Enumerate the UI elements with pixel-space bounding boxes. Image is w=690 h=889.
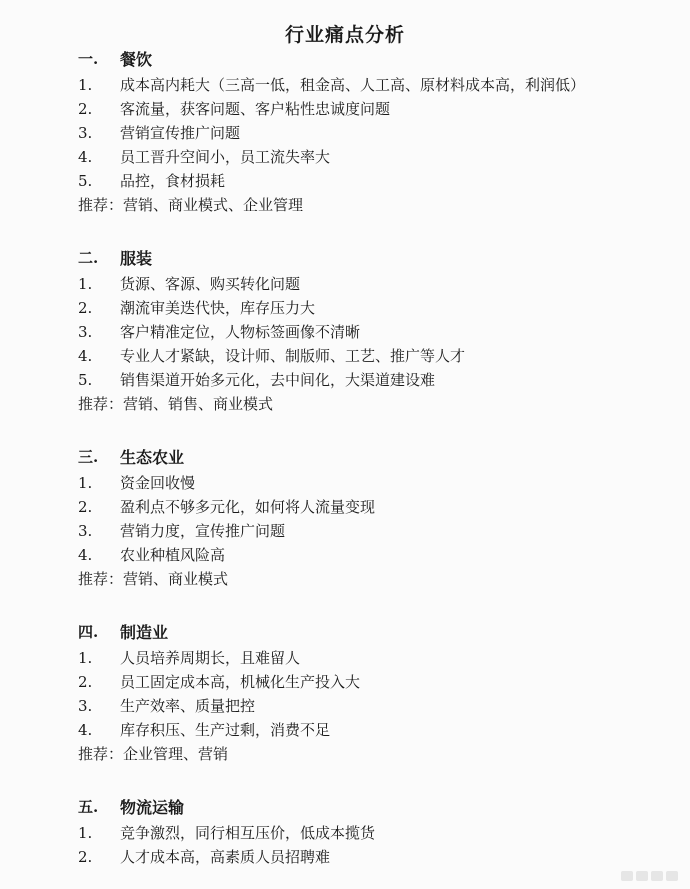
list-item [78, 73, 668, 97]
section-logistics [78, 796, 668, 869]
list-item [78, 145, 668, 169]
watermark-mark [636, 871, 648, 881]
item-number: 2. [78, 100, 93, 118]
watermark-mark [666, 871, 678, 881]
item-number: 4. [78, 546, 93, 564]
item-text: 员工固定成本高，机械化生产投入大 [120, 673, 361, 691]
list-item [78, 694, 668, 718]
item-text: 货源、客源、购买转化问题 [120, 275, 301, 293]
list-item [78, 718, 668, 742]
item-number: 4. [78, 148, 93, 166]
item-number: 1. [78, 649, 93, 667]
recommendation: 推荐：营销、商业模式 [78, 570, 229, 588]
section-manufacturing [78, 621, 668, 766]
item-number: 3. [78, 323, 93, 341]
section-apparel [78, 247, 668, 416]
item-text: 人员培养周期长，且难留人 [120, 649, 301, 667]
section-heading [78, 621, 668, 644]
section-name: 制造业 [120, 623, 169, 642]
recommendation: 推荐：企业管理、营销 [78, 745, 229, 763]
item-text: 专业人才紧缺，设计师、制版师、工艺、推广等人才 [120, 347, 466, 365]
item-number: 3. [78, 124, 93, 142]
item-text: 生产效率、质量把控 [120, 697, 256, 715]
list-item [78, 519, 668, 543]
item-text: 人才成本高，高素质人员招聘难 [120, 848, 331, 866]
list-item [78, 296, 668, 320]
item-text: 盈利点不够多元化，如何将人流量变现 [120, 498, 376, 516]
watermark [621, 871, 678, 881]
recommendation: 推荐：营销、销售、商业模式 [78, 395, 274, 413]
item-number: 3. [78, 697, 93, 715]
section-heading [78, 48, 668, 71]
item-number: 2. [78, 498, 93, 516]
item-number: 2. [78, 848, 93, 866]
watermark-mark [651, 871, 663, 881]
sections-container [78, 48, 668, 869]
item-text: 库存积压、生产过剩，消费不足 [120, 721, 331, 739]
item-text: 销售渠道开始多元化，去中间化，大渠道建设难 [120, 371, 436, 389]
section-number: 一. [78, 50, 99, 68]
list-item [78, 646, 668, 670]
list-item [78, 97, 668, 121]
item-text: 员工晋升空间小，员工流失率大 [120, 148, 331, 166]
section-name: 餐饮 [120, 50, 153, 69]
list-item [78, 272, 668, 296]
section-number: 二. [78, 249, 99, 267]
section-name: 服装 [120, 249, 153, 268]
list-item [78, 543, 668, 567]
section-heading [78, 446, 668, 469]
item-text: 客流量，获客问题、客户粘性忠诚度问题 [120, 100, 391, 118]
list-item [78, 121, 668, 145]
list-item [78, 821, 668, 845]
watermark-mark [621, 871, 633, 881]
section-heading [78, 796, 668, 819]
item-number: 1. [78, 824, 93, 842]
section-number: 四. [78, 623, 99, 641]
page-title: 行业痛点分析 [284, 24, 405, 46]
section-heading [78, 247, 668, 270]
item-text: 农业种植风险高 [120, 546, 226, 564]
item-number: 3. [78, 522, 93, 540]
list-item [78, 471, 668, 495]
item-number: 5. [78, 172, 93, 190]
section-eco-agriculture [78, 446, 668, 591]
list-item [78, 368, 668, 392]
item-number: 1. [78, 76, 93, 94]
section-catering [78, 48, 668, 217]
list-item [78, 320, 668, 344]
item-text: 客户精准定位，人物标签画像不清晰 [120, 323, 361, 341]
item-number: 1. [78, 474, 93, 492]
item-text: 竞争激烈，同行相互压价，低成本揽货 [120, 824, 376, 842]
item-text: 营销宣传推广问题 [120, 124, 241, 142]
section-name: 物流运输 [120, 798, 185, 817]
list-item [78, 495, 668, 519]
list-item [78, 845, 668, 869]
item-number: 4. [78, 721, 93, 739]
section-number: 五. [78, 798, 99, 816]
item-number: 1. [78, 275, 93, 293]
item-text: 成本高内耗大（三高一低，租金高、人工高、原材料成本高，利润低） [120, 76, 586, 94]
list-item [78, 670, 668, 694]
item-number: 4. [78, 347, 93, 365]
item-number: 5. [78, 371, 93, 389]
section-name: 生态农业 [120, 448, 185, 467]
item-text: 资金回收慢 [120, 474, 196, 492]
item-text: 潮流审美迭代快，库存压力大 [120, 299, 316, 317]
list-item [78, 344, 668, 368]
section-number: 三. [78, 448, 99, 466]
item-text: 营销力度，宣传推广问题 [120, 522, 286, 540]
list-item [78, 169, 668, 193]
item-number: 2. [78, 673, 93, 691]
item-text: 品控，食材损耗 [120, 172, 226, 190]
item-number: 2. [78, 299, 93, 317]
recommendation: 推荐：营销、商业模式、企业管理 [78, 196, 304, 214]
